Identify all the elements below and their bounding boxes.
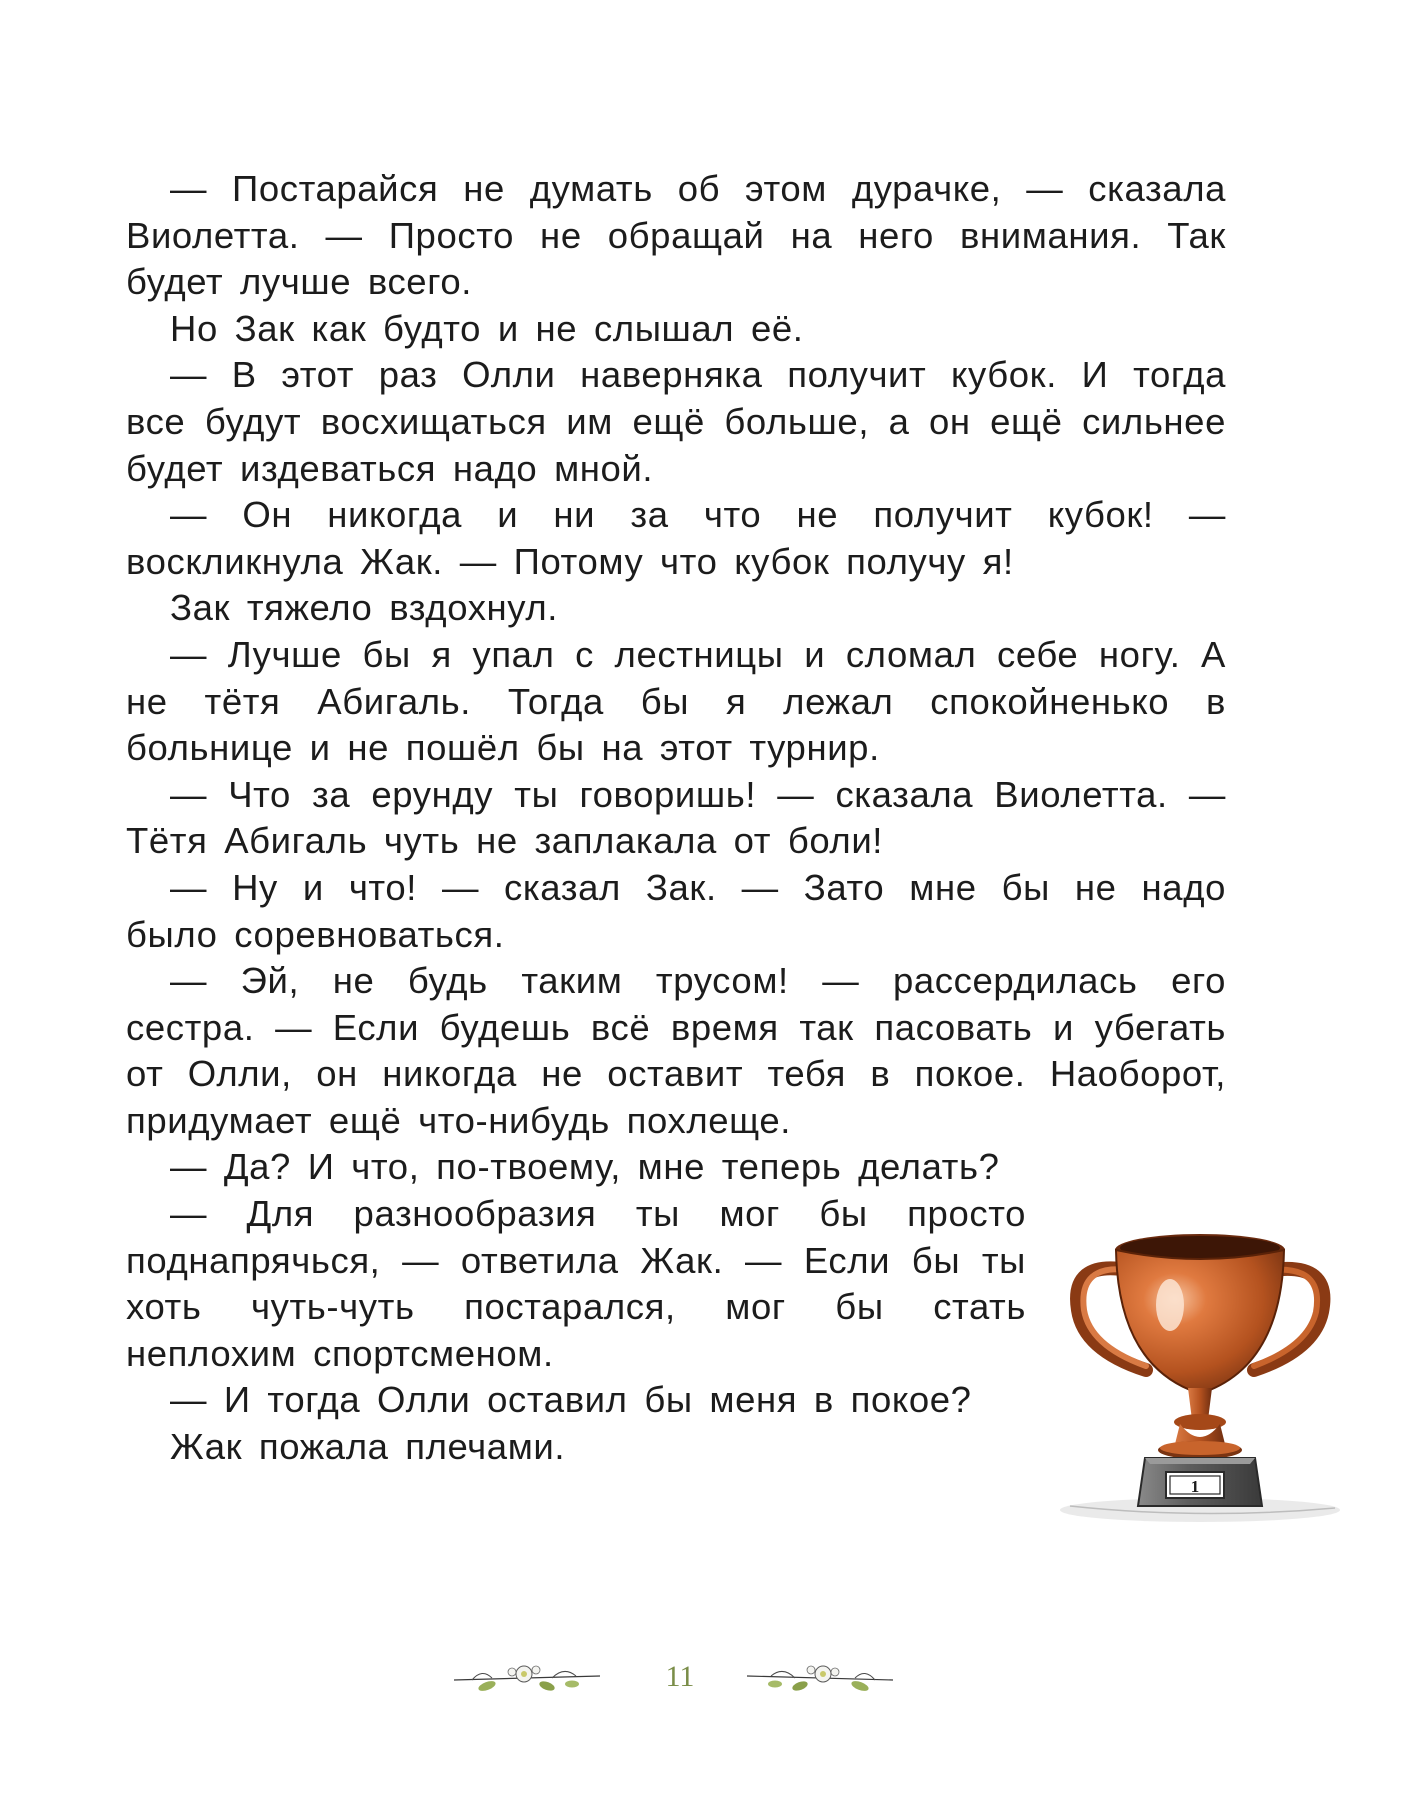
- paragraph: — Постарайся не думать об этом дурачке, — сказала Виолетта. — Просто не обращай на него внимания. Так будет лучше всего.: [126, 168, 1226, 303]
- paragraph: Жак пожала плечами.: [170, 1426, 566, 1468]
- floral-vine-icon: [452, 1658, 602, 1698]
- page-number: 11: [665, 1660, 695, 1693]
- page-footer: [0, 1658, 1425, 1698]
- paragraph: — Да? И что, по-твоему, мне теперь делать?: [170, 1146, 1000, 1188]
- paragraph: — И тогда Олли оставил бы меня в покое?: [170, 1379, 972, 1421]
- paragraph: Зак тяжело вздохнул.: [170, 587, 558, 629]
- paragraph: — Что за ерунду ты говоришь! — сказала Виолетта. — Тётя Абигаль чуть не заплакала от боли!: [126, 773, 1226, 862]
- paragraph: Но Зак как будто и не слышал её.: [170, 307, 804, 349]
- paragraph: — Он никогда и ни за что не получит кубок! — воскликнула Жак. — Потому что кубок получу я!: [126, 494, 1226, 582]
- trophy-cup-icon: [1050, 1210, 1350, 1540]
- floral-vine-icon: [745, 1658, 895, 1698]
- paragraph: — Для разнообразия ты мог бы просто поднапрячься, — ответила Жак. — Если бы ты хоть чуть-чуть постарался, мог бы стать неплохим спортсменом.: [126, 1193, 1026, 1374]
- paragraph: — Эй, не будь таким трусом! — рассердилась его сестра. — Если будешь всё время так пасовать и убегать от Олли, он никогда не оставит тебя в покое. Наоборот, придумает ещё что-нибудь похлеще.: [126, 960, 1226, 1141]
- trophy-plaque-number: 1: [1190, 1477, 1200, 1496]
- paragraph: — Лучше бы я упал с лестницы и сломал себе ногу. А не тётя Абигаль. Тогда бы я лежал спокойненько в больнице и не пошёл бы на этот турнир.: [126, 633, 1226, 769]
- paragraph: — Ну и что! — сказал Зак. — Зато мне бы не надо было соревноваться.: [126, 866, 1226, 955]
- paragraph: — В этот раз Олли наверняка получит кубок. И тогда все будут восхищаться им ещё больше, а он ещё сильнее будет издеваться надо мной.: [126, 354, 1226, 489]
